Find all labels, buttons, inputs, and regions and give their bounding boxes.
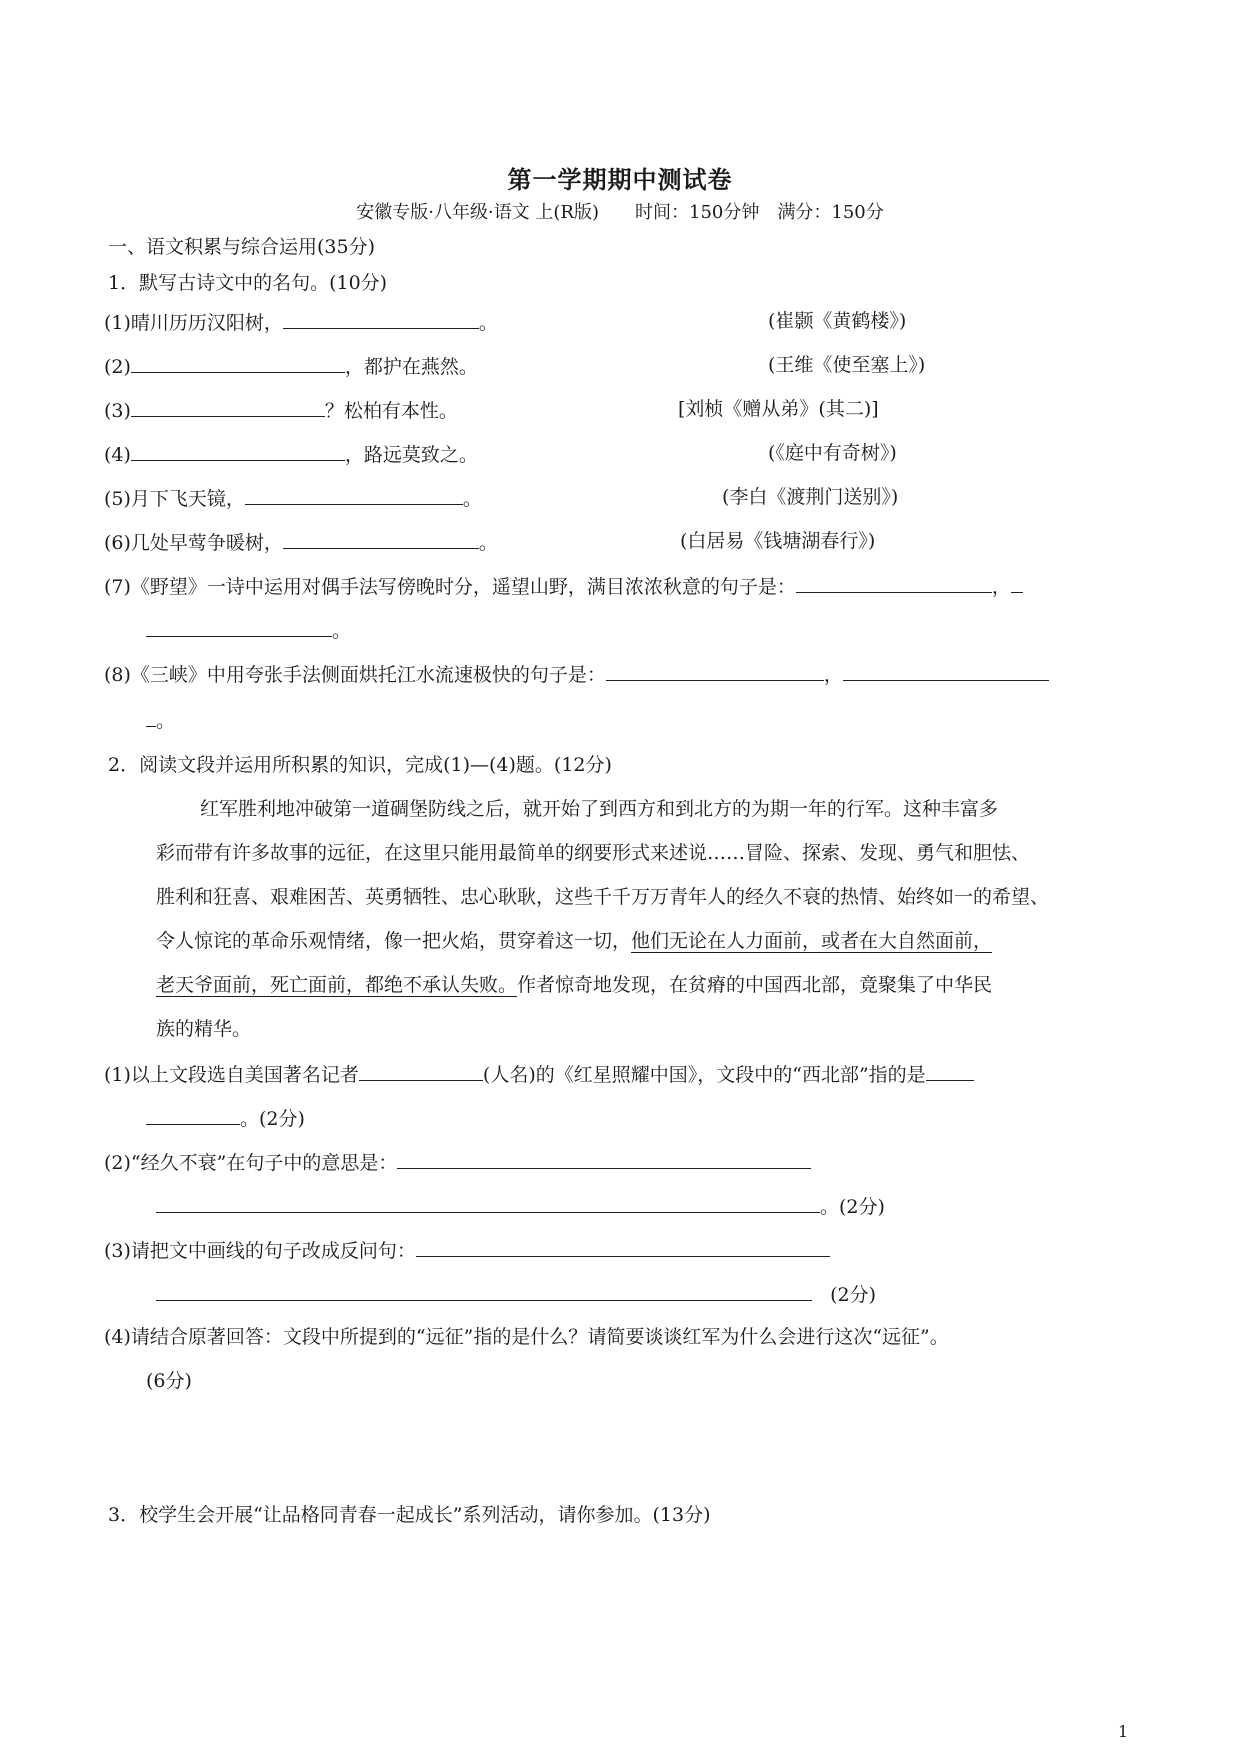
underlined-sentence: 老天爷面前，死亡面前，都绝不承认失败。 [156,974,518,996]
q2-sub-4-score: (6分) [146,1370,192,1392]
q1-item-7-sep: ， [991,576,1011,598]
q1-item-4-source: (《庭中有奇树》) [768,442,897,464]
answer-blank[interactable] [843,660,1049,681]
q2-sub-2-score: 。(2分) [820,1196,885,1218]
passage-text: 作者惊奇地发现，在贫瘠的中国西北部，竟聚集了中华民 [517,974,993,996]
q2-sub-1-score: 。(2分) [240,1108,305,1130]
q1-item-7-text: (7)《野望》一诗中运用对偶手法写傍晚时分，遥望山野，满目浓浓秋意的句子是： [104,576,796,598]
q1-item-3 [104,396,458,424]
q1-item-5 [104,484,482,512]
q1-item-2 [104,352,478,380]
q1-item-6 [104,528,498,556]
answer-blank[interactable] [146,616,332,637]
q2-sub-1-text-2: (人名)的《红星照耀中国》，文段中的“西北部”指的是 [482,1064,926,1086]
page-title: 第一学期期中测试卷 [507,165,733,194]
answer-blank[interactable] [146,1104,240,1125]
passage-line-1: 红军胜利地冲破第一道碉堡防线之后，就开始了到西方和到北方的为期一年的行军。这种丰富多 [200,798,999,820]
q1-item-1-source: (崔颢《黄鹤楼》) [768,310,907,332]
q2-sub-4: (4)请结合原著回答：文段中所提到的“远征”指的是什么？请简要谈谈红军为什么会进行这次“远征”。 [104,1326,949,1348]
answer-blank[interactable] [606,660,824,681]
answer-blank[interactable] [926,1060,974,1081]
q1-item-4 [104,440,478,468]
q1-item-1-tail: 。 [478,312,498,334]
passage-line-6: 族的精华。 [156,1018,252,1040]
q1-item-5-text: (5)月下飞天镜， [104,488,245,510]
q1-item-1-text: (1)晴川历历汉阳树， [104,312,283,334]
q1-item-6-source: (白居易《钱塘湖春行》) [680,530,876,552]
q1-item-3-source: [刘桢《赠从弟》(其二)] [678,398,879,420]
answer-blank[interactable] [796,572,992,593]
q1-item-5-source: (李白《渡荆门送别》) [722,486,899,508]
q1-item-7-tail: 。 [332,620,352,642]
passage-line-3: 胜利和狂喜、艰难困苦、英勇牺牲、忠心耿耿，这些千千万万青年人的经久不衰的热情、始终如一的希望、 [156,886,1050,908]
q1-item-1 [104,308,498,336]
answer-blank[interactable] [131,352,345,373]
q1-item-4-tail: ，路远莫致之。 [344,444,478,466]
exam-subtitle: 安徽专版·八年级·语文 上(R版) 时间：150分钟 满分：150分 [356,202,884,223]
q1-item-2-text: (2) [104,356,131,378]
section-heading: 一、语文积累与综合运用(35分) [108,236,376,258]
answer-blank[interactable] [1011,572,1023,593]
q2-sub-1-text: (1)以上文段选自美国著名记者 [104,1064,359,1086]
q2-sub-3 [104,1236,830,1264]
q1-item-7-continued [146,616,351,644]
answer-blank[interactable] [156,1192,820,1213]
q2-sub-1 [104,1060,974,1088]
q1-item-6-tail: 。 [478,532,498,554]
answer-blank[interactable] [156,1280,812,1301]
q2-sub-2-text: (2)“经久不衰”在句子中的意思是： [104,1152,398,1174]
q2-sub-3-text: (3)请把文中画线的句子改成反问句： [104,1240,416,1262]
underlined-sentence: 他们无论在人力面前，或者在大自然面前， [631,930,993,952]
q1-item-8-tail: 。 [156,710,176,732]
answer-blank[interactable] [416,1236,830,1257]
answer-blank[interactable] [359,1060,483,1081]
answer-blank[interactable] [283,308,479,329]
passage-line-4 [156,928,992,954]
q1-item-2-source: (王维《使至塞上》) [768,354,926,376]
q1-item-6-text: (6)几处早莺争暖树， [104,532,283,554]
q1-item-8-text: (8)《三峡》中用夸张手法侧面烘托江水流速极快的句子是： [104,664,606,686]
passage-text: 令人惊诧的革命乐观情绪，像一把火焰，贯穿着这一切， [156,930,632,952]
question-2-stem: 2．阅读文段并运用所积累的知识，完成(1)—(4)题。(12分) [108,754,612,776]
page-number: 1 [1118,1722,1129,1741]
q2-sub-3-score: (2分) [830,1284,877,1306]
q2-sub-2 [104,1148,811,1176]
q1-item-5-tail: 。 [462,488,482,510]
q2-sub-1-continued [146,1104,305,1132]
answer-blank[interactable] [131,396,325,417]
passage-line-5 [156,972,992,998]
q1-item-8-continued [146,706,175,734]
q1-item-7 [104,572,1023,600]
q2-sub-3-continued [156,1280,876,1308]
answer-blank[interactable] [397,1148,811,1169]
answer-blank[interactable] [245,484,463,505]
q2-sub-2-continued [156,1192,885,1220]
question-3-stem: 3．校学生会开展“让品格同青春一起成长”系列活动，请你参加。(13分) [108,1504,711,1526]
passage-line-2: 彩而带有许多故事的远征，在这里只能用最简单的纲要形式来述说……冒险、探索、发现、勇气和胆怯、 [156,842,1031,864]
q1-item-8-sep: ， [823,664,843,686]
answer-blank[interactable] [131,440,345,461]
q1-item-4-text: (4) [104,444,131,466]
answer-blank[interactable] [283,528,479,549]
q1-item-3-tail: ？松柏有本性。 [324,400,458,422]
answer-blank[interactable] [146,706,156,727]
q1-item-2-tail: ，都护在燕然。 [344,356,478,378]
q1-item-8 [104,660,1049,688]
q1-item-3-text: (3) [104,400,131,422]
question-1-stem: 1．默写古诗文中的名句。(10分) [108,272,388,294]
